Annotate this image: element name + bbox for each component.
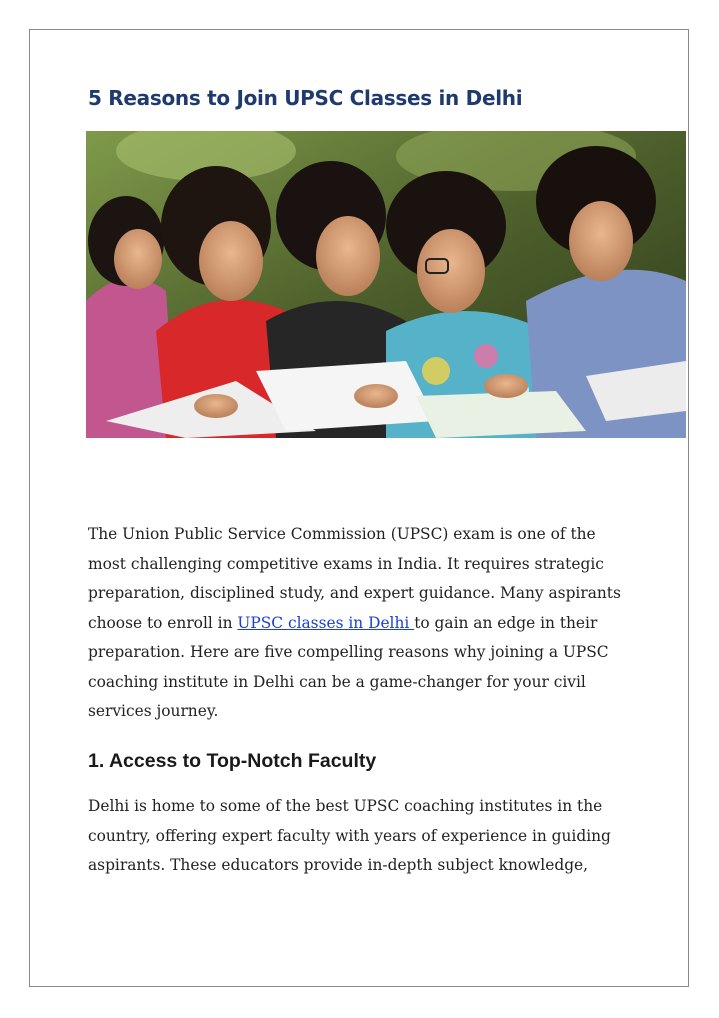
article-title: 5 Reasons to Join UPSC Classes in Delhi [88, 86, 523, 110]
intro-paragraph [88, 520, 648, 727]
hero-photo [86, 131, 686, 438]
upsc-classes-link[interactable]: UPSC classes in Delhi [237, 613, 415, 632]
text-line: aspirants. These educators provide in-depth subject knowledge, [88, 856, 589, 874]
text-fragment: choose to enroll in [88, 613, 238, 632]
text-line: The Union Public Service Commission (UPSC) exam is one of the [88, 525, 596, 543]
text-line: preparation. Here are five compelling reasons why joining a UPSC [88, 643, 609, 661]
text-line: services journey. [88, 702, 219, 720]
section-paragraph [88, 792, 648, 881]
section-heading: 1. Access to Top-Notch Faculty [88, 750, 377, 772]
text-fragment: to gain an edge in their [414, 613, 598, 632]
text-line-with-link [88, 609, 648, 639]
text-line: preparation, disciplined study, and expert guidance. Many aspirants [88, 584, 621, 602]
text-line: Delhi is home to some of the best UPSC coaching institutes in the [88, 797, 603, 815]
text-line: country, offering expert faculty with years of experience in guiding [88, 826, 611, 845]
text-line: most challenging competitive exams in India. It requires strategic [88, 554, 604, 573]
text-line: coaching institute in Delhi can be a game-changer for your civil [88, 672, 586, 691]
